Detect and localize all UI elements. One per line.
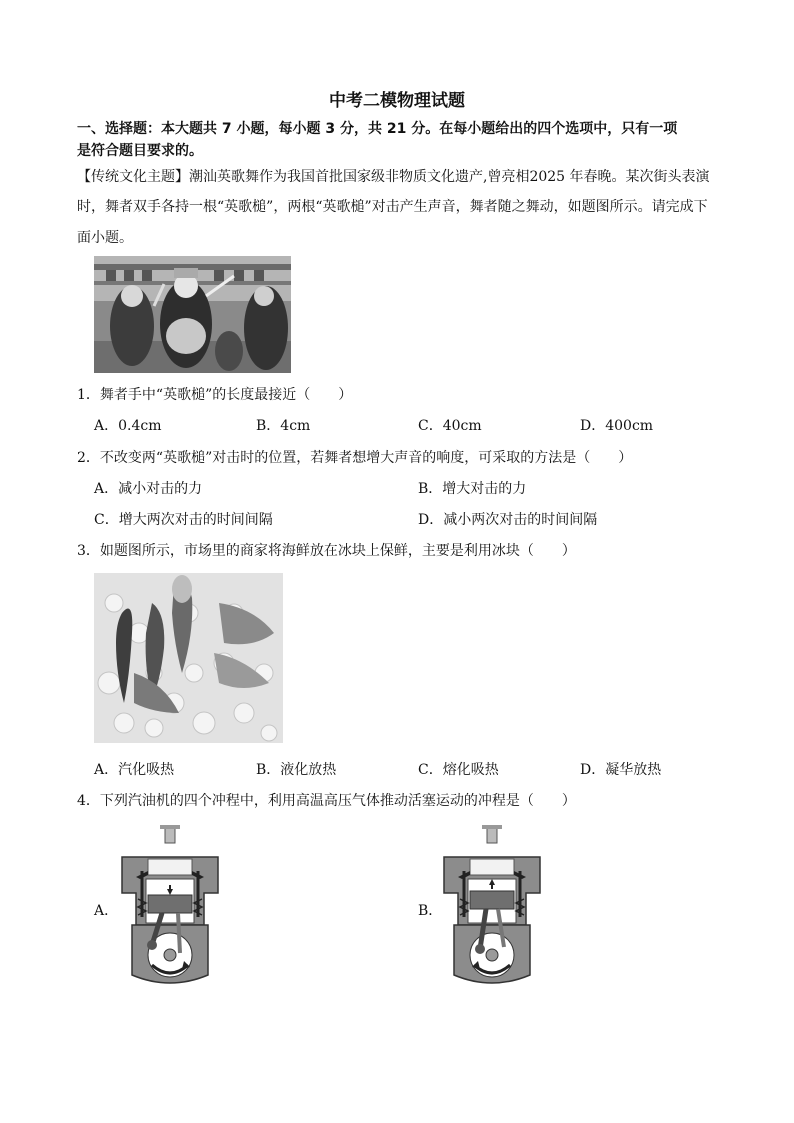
intro-line1: 【传统文化主题】潮汕英歌舞作为我国首批国家级非物质文化遗产,曾亮相2025 年春晚。某次街头表演 — [77, 169, 710, 185]
engine-diagram-a — [118, 825, 222, 990]
q2-option-c[interactable]: C．增大两次对击的时间间隔 — [94, 512, 273, 528]
q3-option-d[interactable]: D．凝华放热 — [580, 762, 662, 778]
dancers-photo — [94, 256, 291, 373]
engine-diagram-b — [440, 825, 544, 990]
question-2-stem: 2．不改变两“英歌槌”对击时的位置，若舞者想增大声音的响度，可采取的方法是（ ） — [77, 450, 633, 466]
intro-line3: 面小题。 — [77, 230, 133, 246]
q1-option-d[interactable]: D．400cm — [580, 418, 654, 434]
q1-option-a[interactable]: A．0.4cm — [94, 418, 162, 434]
q3-option-c[interactable]: C．熔化吸热 — [418, 762, 499, 778]
question-4-stem: 4．下列汽油机的四个冲程中，利用高温高压气体推动活塞运动的冲程是（ ） — [77, 793, 576, 809]
q4-option-a[interactable]: A． — [94, 903, 119, 919]
q1-option-c[interactable]: C．40cm — [418, 418, 482, 434]
section-heading-line1: 一、选择题：本大题共 7 小题，每小题 3 分，共 21 分。在每小题给出的四个选项中，只有一项 — [77, 121, 678, 137]
q2-option-d[interactable]: D．减小两次对击的时间间隔 — [418, 512, 598, 528]
q3-option-a[interactable]: A．汽化吸热 — [94, 762, 175, 778]
seafood-on-ice-photo — [94, 573, 283, 743]
q2-option-a[interactable]: A．减小对击的力 — [94, 481, 203, 497]
section-heading-line2: 是符合题目要求的。 — [77, 143, 203, 159]
question-1-stem: 1．舞者手中“英歌槌”的长度最接近（ ） — [77, 387, 353, 403]
q2-option-b[interactable]: B．增大对击的力 — [418, 481, 527, 497]
intro-line2: 时，舞者双手各持一根“英歌槌”，两根“英歌槌”对击产生声音，舞者随之舞动，如题图所示。请完成下 — [77, 199, 708, 215]
q3-option-b[interactable]: B．液化放热 — [256, 762, 337, 778]
question-3-stem: 3．如题图所示，市场里的商家将海鲜放在冰块上保鲜，主要是利用冰块（ ） — [77, 543, 576, 559]
q4-option-b[interactable]: B． — [418, 903, 443, 919]
q1-option-b[interactable]: B．4cm — [256, 418, 311, 434]
page-title: 中考二模物理试题 — [329, 91, 465, 111]
